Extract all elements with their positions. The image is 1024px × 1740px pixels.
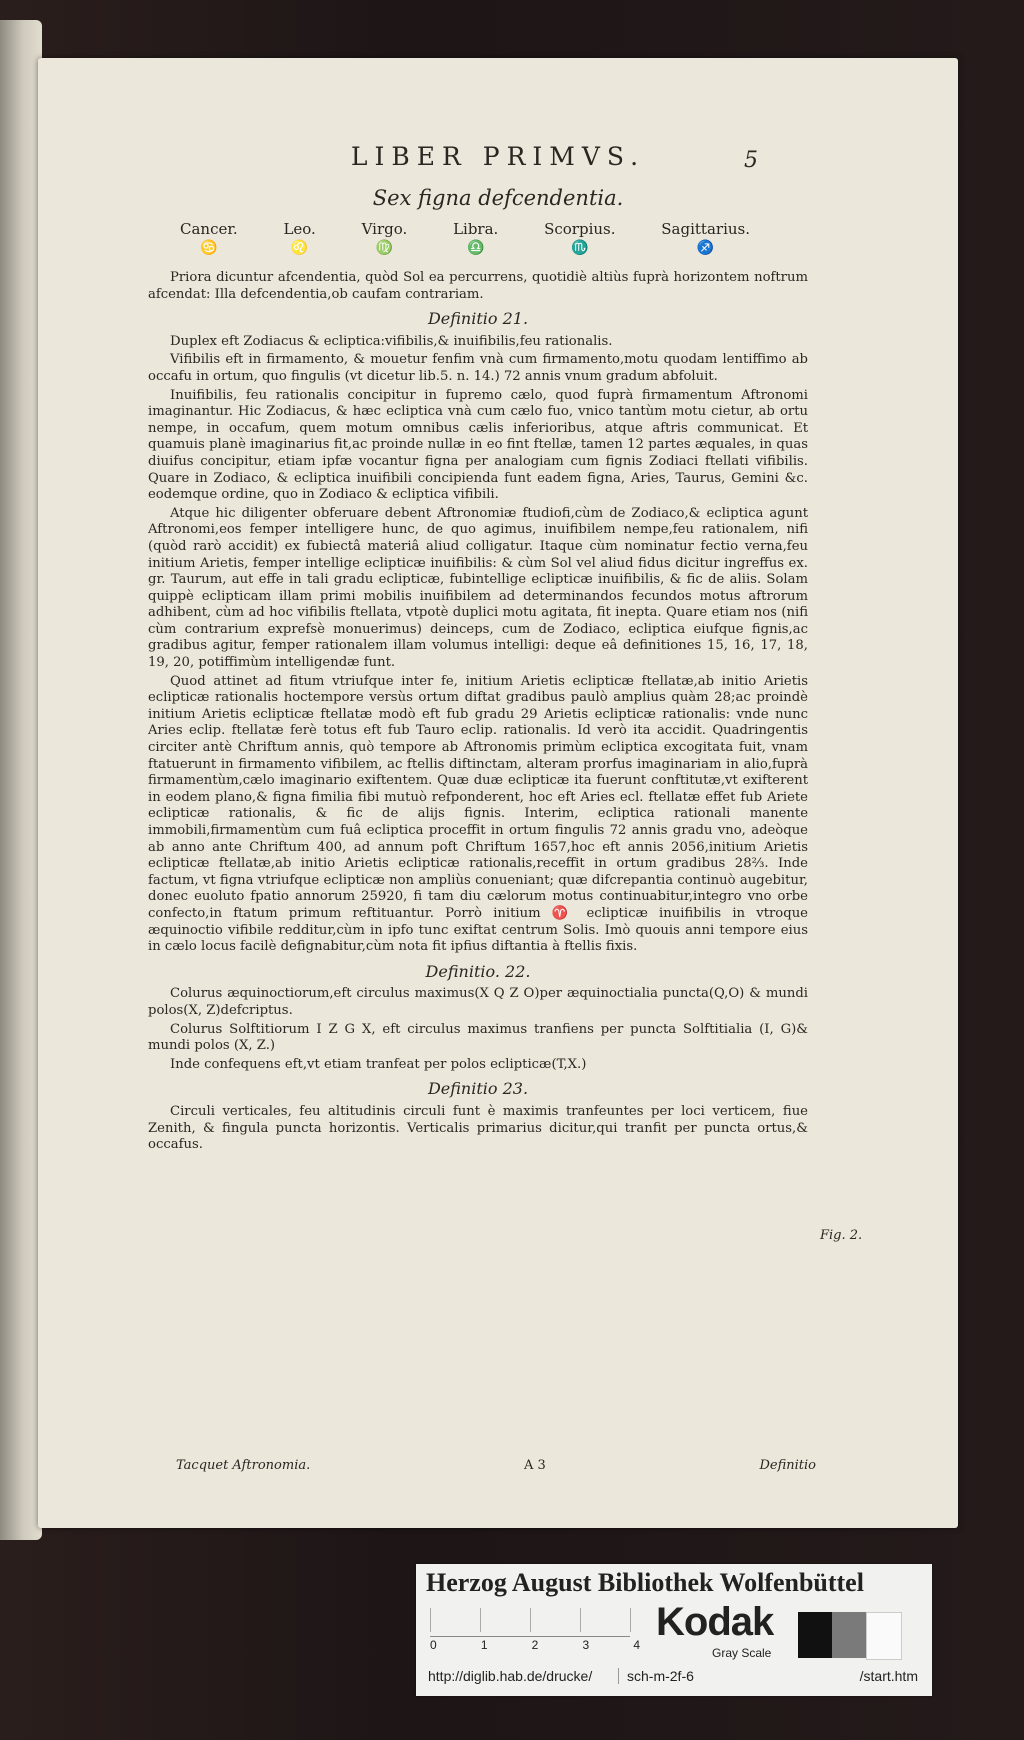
sign-scorpius: Scorpius. ♏ <box>544 220 616 256</box>
libra-glyph-icon: ♎ <box>466 240 485 256</box>
def21-paragraph: Atque hic diligenter obferuare debent Aftronomiæ ftudiofi,cùm de Zodiaco,& ecliptica agunt Aftronomi,eos femper intelligere hunc, de quo agimus, inuifibilem nempe,feu rationalem, nifi (quòd rarò accidit) ex fubiectâ materiâ aliud colligatur. Itaque cùm nominatur fectio verna,feu initium Arietis, femper intellige eclipticæ inuifibilis: & cùm Sol vel aliud fidus dicitur ingreffus ex. gr. Taurum, aut effe in tali gradu eclipticæ, fubintellige eclipticæ inuifibilis, & fic de aliis. Solam quippè eclipticam illam primi mobilis inuifibilem ad determinandos fecundos motus aftrorum adhibent, cùm ad hoc vifibilis ftellata, vtpotè duplici motu agitata, fit inepta. Quare etiam nos (nifi cùm contrarium exprefsè monuerimus) deinceps, cum de Zodiaco, ecliptica eiufque fignis,ac gradibus agitur, femper rationalem illam volumus intelligi: deque eâ definitiones 15, 16, 17, 18, 19, 20, potiffimùm intelligendæ funt. <box>148 505 808 671</box>
def21-paragraph: Inuifibilis, feu rationalis concipitur in fupremo cælo, quod fuprà firmamentum Aftronomi imaginantur. Hic Zodiacus, & hæc ecliptica vnà cum cælo fuo, vnico tantùm motu cietur, ab ortu nempe, in occafum, quem motum omnibus cælis inferioribus, atque aftris communicat. Et quamuis planè imaginarius fit,ac proinde nullæ in eo fint ftellæ, tamen 12 partes æquales, in quas diuifus concipitur, etiam ipfæ vocantur figna per analogiam cum fignis Zodiaci ftellati vifibilis. Quare in Zodiaco, & ecliptica inuifibili concipienda funt eadem figna, Aries, Taurus, Gemini &c. eodemque ordine, quo in Zodiaco & ecliptica vifibili. <box>148 387 808 503</box>
digital-library-url[interactable]: http://diglib.hab.de/drucke/ <box>428 1668 593 1684</box>
figure-margin-note: Fig. 2. <box>820 1228 863 1243</box>
def22-paragraph: Colurus Solftitiorum I Z G X, eft circulus maximus tranfiens per puncta Solftitialia (I, G)& mundi polos (X, Z.) <box>148 1021 808 1054</box>
page-body <box>148 270 808 1156</box>
ruler-tick <box>480 1608 481 1632</box>
running-head: LIBER PRIMVS. <box>350 142 646 171</box>
definition-21-heading: Definitio 21. <box>427 309 529 329</box>
previous-page-edge <box>0 20 42 1540</box>
sign-sagittarius: Sagittarius. ♐ <box>661 220 750 256</box>
footer-catchword-right: Definitio <box>759 1458 816 1473</box>
page-footer <box>176 1458 816 1473</box>
zodiac-signs-row <box>180 220 750 256</box>
ruler-tick <box>430 1608 431 1632</box>
def21-paragraph: Quod attinet ad fitum vtriufque inter fe, initium Arietis eclipticæ ftellatæ,ab initio Arietis eclipticæ rationalis hoctempore versùs ortum diftat gradibus paulò amplius quàm 28;ac proindè initium Arietis eclipticæ ftellatæ modò eft fub gradu 29 Arietis eclipticæ rationalis: vnde nunc Aries eclip. ftellatæ ferè totus eft fub Tauro eclip. rationalis. Id verò ita accidit. Quadringentis circiter antè Chriftum annis, quò tempore ab Aftronomis primùm ecliptica excogitata fuit, vnam ftatuerunt in firmamento vifibilem, ac ftellis diftinctam, alteram prorfus imaginariam in alio,fuprà firmamentùm,cælo imaginario exiftentem. Quæ duæ eclipticæ ita fuerunt conftitutæ,vt exifterent in eodem plano,& figna fimilia fibi mutuò refponderent, hoc eft Aries ecl. ftellatæ effet fub Ariete eclipticæ rationalis, & fic de alijs fignis. Interim, ecliptica rationali manente immobili,firmamentùm cum fuâ ecliptica proceffit in ortum fingulis 72 annis gradu vno, adeòque ab anno ante Chriftum 400, ad annum poft Chriftum 1657,hoc eft annis 2056,initium Arietis eclipticæ ftellatæ,ab initio Arietis eclipticæ rationalis,receffit in ortum gradibus 28⅔. Inde factum, vt figna vtriufque eclipticæ non ampliùs conueniant; quæ difcrepantia continuò augebitur, donec euoluto fpatio annorum 25920, fi tam diu cælorum motus continuabitur,integro vno orbe confecto,in ftatum primum reftituantur. Porrò initium ♈ eclipticæ inuifibilis in vtroque æquinoctio vifibile redditur,cùm in ipfo tunc exiftat centrum Solis. Imò quouis anni tempore eius in cælo locus facilè defignabitur,cùm nota fit ipfius diftantia à ftellis fixis. <box>148 673 808 955</box>
ruler-tick <box>530 1608 531 1632</box>
footer-catchword-left: Tacquet Aftronomia. <box>176 1458 311 1473</box>
sign-cancer: Cancer. ♋ <box>180 220 238 256</box>
def21-paragraph: Duplex eft Zodiacus & ecliptica:vifibilis,& inuifibilis,feu rationalis. <box>170 333 613 349</box>
def22-paragraph: Colurus æquinoctiorum,eft circulus maximus(X Q Z O)per æquinoctialia puncta(Q,O) & mundi polos(X, Z)defcriptus. <box>148 986 808 1018</box>
grayscale-label: Gray Scale <box>712 1646 772 1660</box>
book-page <box>38 58 958 1528</box>
sign-libra: Libra. ♎ <box>453 220 499 256</box>
kodak-logo: Kodak <box>656 1600 774 1644</box>
def23-paragraph: Circuli verticales, feu altitudinis circuli funt è maximis tranfeuntes per loci verticem, fiue Zenith, & fingula puncta horizontis. Verticalis primarius dicitur,qui tranfit per puncta ortus,& occafus. <box>148 1103 808 1153</box>
ruler-tick <box>630 1608 631 1632</box>
white-swatch <box>866 1612 902 1660</box>
def21-paragraph: Vifibilis eft in firmamento, & mouetur fenfim vnà cum firmamento,motu quodam lentiffimo ab occafu in ortum, quo fingulis (vt dicetur lib.5. n. 14.) 72 annis vnum gradum abfoluit. <box>148 352 808 384</box>
scorpius-glyph-icon: ♏ <box>571 240 589 256</box>
sagittarius-glyph-icon: ♐ <box>696 240 715 256</box>
url-row <box>416 1668 932 1684</box>
intro-paragraph: Priora dicuntur afcendentia, quòd Sol ea percurrens, quotidiè altiùs fuprà horizontem noftrum afcendat: Illa defcendentia,ob caufam contrariam. <box>148 270 808 302</box>
section-caption: Sex figna defcendentia. <box>372 186 624 210</box>
signature-mark: A 3 <box>523 1458 546 1473</box>
ruler-tick <box>580 1608 581 1632</box>
cancer-glyph-icon: ♋ <box>200 240 218 256</box>
sign-virgo: Virgo. ♍ <box>361 220 408 256</box>
definition-22-heading: Definitio. 22. <box>425 961 531 981</box>
virgo-glyph-icon: ♍ <box>375 240 394 256</box>
start-link[interactable]: /start.htm <box>859 1668 918 1684</box>
leo-glyph-icon: ♌ <box>290 240 309 256</box>
library-name: Herzog August Bibliothek Wolfenbüttel <box>426 1568 864 1597</box>
ruler-numbers: 0 1 2 3 4 <box>430 1638 640 1652</box>
sign-leo: Leo. ♌ <box>283 220 316 256</box>
folio-number: 5 <box>744 148 758 173</box>
gray-swatch <box>832 1612 866 1658</box>
definition-23-heading: Definitio 23. <box>427 1079 529 1099</box>
def22-paragraph: Inde confequens eft,vt etiam tranfeat per polos eclipticæ(T,X.) <box>170 1056 587 1072</box>
library-color-bar <box>416 1564 932 1696</box>
shelfmark: sch-m-2f-6 <box>618 1668 807 1684</box>
black-swatch <box>798 1612 832 1658</box>
